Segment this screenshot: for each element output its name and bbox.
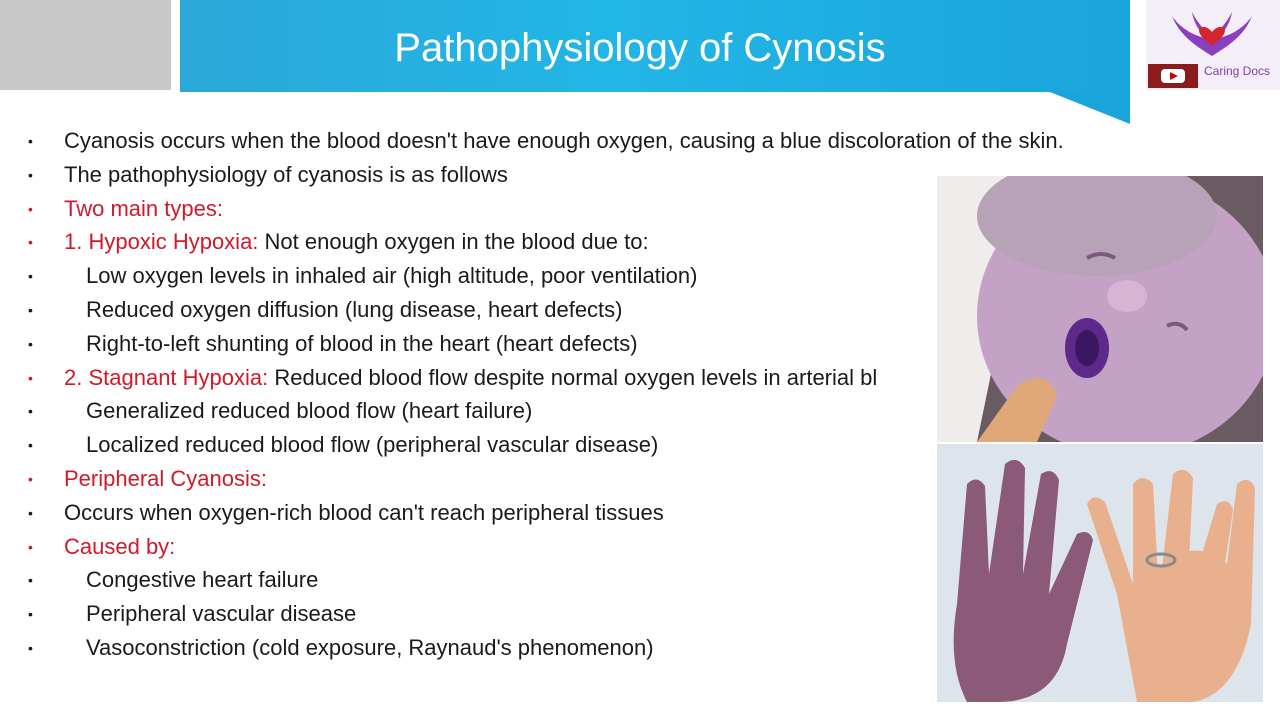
bullet-dot: • bbox=[28, 133, 33, 149]
bullet-text bbox=[64, 496, 664, 530]
bullet-body: The pathophysiology of cyanosis is as follows bbox=[64, 161, 508, 187]
bullet-dot: • bbox=[28, 403, 33, 420]
bullet-label: Caused by: bbox=[64, 533, 176, 559]
bullet-body: Right-to-left shunting of blood in the heart (heart defects) bbox=[86, 330, 638, 356]
bullet-text bbox=[86, 327, 638, 361]
bullet-body: Occurs when oxygen-rich blood can't reach peripheral tissues bbox=[64, 499, 664, 525]
bullet-body: Not enough oxygen in the blood due to: bbox=[258, 229, 649, 255]
bullet-dot: • bbox=[28, 234, 33, 251]
bullet-body: Peripheral vascular disease bbox=[86, 601, 357, 627]
bullet-dot: • bbox=[28, 572, 33, 589]
bullet-body: Cyanosis occurs when the blood doesn't have enough oxygen, causing a blue discoloration of the skin. bbox=[64, 128, 1064, 153]
bullet-dot: • bbox=[28, 639, 33, 656]
bullet-text bbox=[86, 631, 654, 665]
bullet-dot: • bbox=[28, 268, 33, 285]
bullet-dot: • bbox=[28, 504, 33, 521]
bullet-text bbox=[64, 225, 649, 259]
bullet-body: Localized reduced blood flow (peripheral vascular disease) bbox=[86, 432, 659, 458]
bullet-dot: • bbox=[28, 166, 33, 183]
bullet-label: 1. Hypoxic Hypoxia: bbox=[64, 229, 259, 255]
hands-heart-icon bbox=[1166, 6, 1258, 58]
bullet-text bbox=[86, 293, 623, 327]
bullet-text bbox=[86, 394, 532, 428]
bullet-text bbox=[86, 597, 356, 631]
bullet-body: Vasoconstriction (cold exposure, Raynaud's phenomenon) bbox=[86, 634, 654, 660]
bullet-text bbox=[64, 124, 1064, 158]
hands-illustration bbox=[937, 444, 1263, 702]
cyanotic-hands-photo bbox=[937, 444, 1263, 702]
bullet-label: Peripheral Cyanosis: bbox=[64, 465, 267, 491]
bullet-body: Reduced blood flow despite normal oxygen levels in arterial bl bbox=[268, 364, 878, 390]
bullet-text bbox=[64, 361, 877, 395]
bullet-dot: • bbox=[28, 606, 33, 623]
bullet-label: 2. Stagnant Hypoxia: bbox=[64, 364, 269, 390]
bullet-body: Congestive heart failure bbox=[86, 567, 319, 593]
bullet-text bbox=[64, 158, 508, 192]
bullet-dot: • bbox=[28, 470, 33, 487]
cyanotic-infant-photo bbox=[937, 176, 1263, 442]
bullet-dot: • bbox=[28, 200, 33, 217]
banner-tail-shape bbox=[1045, 90, 1130, 124]
bullet-body: Low oxygen levels in inhaled air (high altitude, poor ventilation) bbox=[86, 263, 698, 289]
bullet-text bbox=[64, 462, 267, 496]
bullet-body: Reduced oxygen diffusion (lung disease, heart defects) bbox=[86, 296, 623, 322]
gray-corner-block bbox=[0, 0, 171, 90]
youtube-icon[interactable] bbox=[1148, 64, 1198, 88]
bullet-body: Generalized reduced blood flow (heart failure) bbox=[86, 398, 533, 424]
logo-text: Caring Docs bbox=[1204, 64, 1271, 78]
bullet-dot: • bbox=[28, 335, 33, 352]
bullet-dot: • bbox=[28, 369, 33, 386]
bullet-dot: • bbox=[28, 538, 33, 555]
bullet-text bbox=[64, 530, 175, 564]
bullet-label: Two main types: bbox=[64, 195, 223, 221]
bullet-dot: • bbox=[28, 437, 33, 454]
infant-illustration bbox=[937, 176, 1263, 442]
bullet-text bbox=[64, 192, 223, 226]
bullet-text bbox=[86, 259, 697, 293]
slide-title: Pathophysiology of Cynosis bbox=[394, 26, 886, 70]
bullet-text bbox=[86, 563, 318, 597]
bullet-text bbox=[86, 428, 658, 462]
bullet-dot: • bbox=[28, 301, 33, 318]
